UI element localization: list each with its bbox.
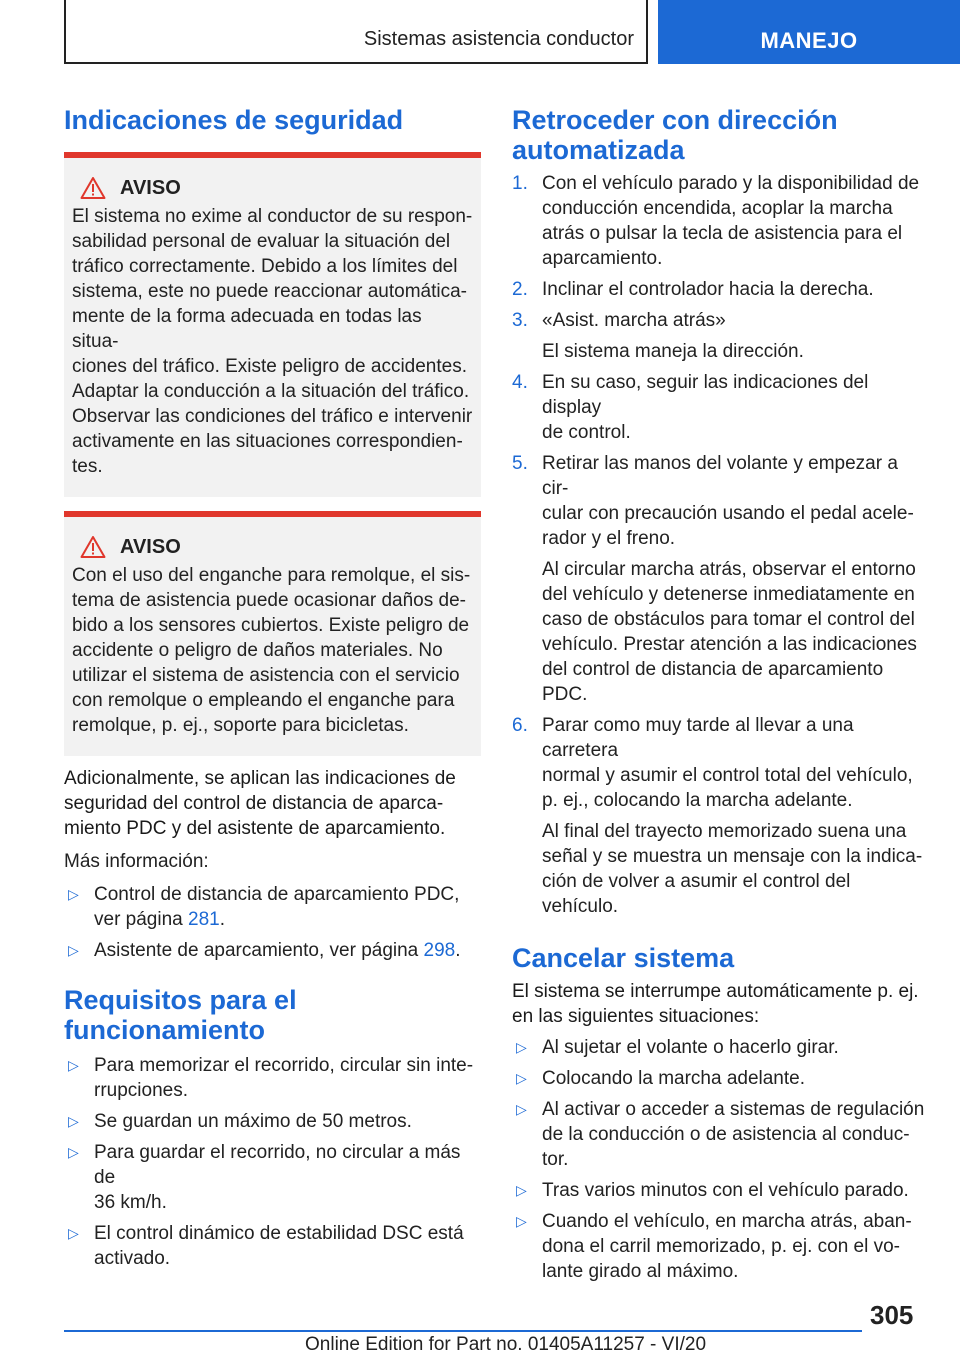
text-line: Inclinar el controlador hacia la derecha. bbox=[542, 279, 874, 300]
text-line: El sistema no exime al conductor de su respon- bbox=[72, 206, 473, 227]
text-line: En su caso, seguir las indicaciones del display bbox=[542, 372, 869, 418]
text-line: accidente o peligro de daños materiales. No bbox=[72, 640, 443, 661]
text-line: Observar las condiciones del tráfico e intervenir bbox=[72, 406, 473, 427]
text-line: seguridad del control de distancia de aparca- bbox=[64, 793, 444, 814]
warning-text bbox=[72, 563, 473, 738]
text-line: Adicionalmente, se aplican las indicaciones de bbox=[64, 768, 456, 789]
text-line: del vehículo y detenerse inmediatamente en bbox=[542, 584, 915, 605]
warnings-container bbox=[64, 152, 481, 756]
triangle-bullet-icon: ▷ bbox=[516, 1070, 527, 1086]
text-line: tes. bbox=[72, 456, 103, 477]
step-number: 4. bbox=[512, 372, 528, 393]
step-note bbox=[512, 819, 928, 919]
heading-line: funcionamiento bbox=[64, 1015, 265, 1045]
text-line: Con el vehículo parado y la disponibilidad de bbox=[542, 173, 920, 194]
step-text bbox=[542, 451, 928, 551]
text-line: de control. bbox=[542, 422, 631, 443]
text-line: con remolque o empleando el enganche para bbox=[72, 690, 455, 711]
warning-title: AVISO bbox=[120, 535, 181, 558]
heading-line: Requisitos para el bbox=[64, 985, 297, 1015]
chapter-tab bbox=[658, 0, 960, 64]
text-line: aparcamiento. bbox=[542, 248, 663, 269]
cancel-list bbox=[512, 1035, 928, 1284]
list-item bbox=[64, 1053, 481, 1103]
text-line: sabilidad personal de evaluar la situación del bbox=[72, 231, 451, 252]
text-line: rador y el freno. bbox=[542, 528, 676, 549]
triangle-bullet-icon: ▷ bbox=[516, 1101, 527, 1117]
text-line: p. ej., colocando la marcha adelante. bbox=[542, 790, 853, 811]
step-text bbox=[542, 308, 726, 333]
triangle-bullet-icon: ▷ bbox=[516, 1182, 527, 1198]
list-item-text bbox=[542, 1097, 924, 1172]
text-line: PDC. bbox=[542, 684, 588, 705]
ref-text: Asistente de aparcamiento, ver página bbox=[94, 940, 424, 961]
text-line: utilizar el sistema de asistencia con el servicio bbox=[72, 665, 460, 686]
step-text bbox=[542, 713, 928, 813]
text-line: conducción encendida, acoplar la marcha bbox=[542, 198, 893, 219]
text-line: Al final del trayecto memorizado suena una bbox=[542, 821, 907, 842]
text-line: Colocando la marcha adelante. bbox=[542, 1068, 806, 1089]
list-item bbox=[64, 1140, 481, 1215]
text-line: tema de asistencia puede ocasionar daños de- bbox=[72, 590, 466, 611]
list-item bbox=[64, 1109, 481, 1134]
text-line: tráfico correctamente. Debido a los límites del bbox=[72, 256, 458, 277]
requirements-heading bbox=[64, 985, 481, 1045]
list-item bbox=[64, 882, 481, 932]
heading-line: Retroceder con dirección bbox=[512, 105, 838, 135]
list-item bbox=[512, 1035, 928, 1060]
text-line: Para guardar el recorrido, no circular a más de bbox=[94, 1142, 461, 1188]
more-info-label: Más información: bbox=[64, 851, 209, 872]
safety-heading: Indicaciones de seguridad bbox=[64, 105, 404, 135]
warning-title: AVISO bbox=[120, 176, 181, 199]
text-line: atrás o pulsar la tecla de asistencia para el bbox=[542, 223, 903, 244]
step-text bbox=[542, 370, 928, 445]
text-line: activado. bbox=[94, 1248, 171, 1269]
step-item bbox=[512, 370, 928, 445]
step-note bbox=[512, 339, 928, 364]
heading-line: automatizada bbox=[512, 135, 685, 165]
triangle-bullet-icon: ▷ bbox=[68, 942, 79, 958]
text-line: cular con precaución usando el pedal acele- bbox=[542, 503, 914, 524]
triangle-bullet-icon: ▷ bbox=[68, 1144, 79, 1160]
header-frame bbox=[64, 0, 648, 64]
list-item bbox=[64, 1221, 481, 1271]
list-item bbox=[64, 938, 481, 963]
step-item bbox=[512, 308, 928, 333]
warning-header bbox=[80, 176, 473, 200]
text-line: rrupciones. bbox=[94, 1080, 188, 1101]
warning-triangle-icon bbox=[80, 176, 106, 200]
text-line: de la conducción o de asistencia al conduc- bbox=[542, 1124, 910, 1145]
requirements-list bbox=[64, 1053, 481, 1271]
warning-box bbox=[64, 511, 481, 756]
triangle-bullet-icon: ▷ bbox=[516, 1039, 527, 1055]
reverse-heading bbox=[512, 105, 928, 165]
page-link-281[interactable]: 281 bbox=[188, 909, 220, 930]
page-number: 305 bbox=[870, 1300, 914, 1330]
text-line: activamente en las situaciones correspondien- bbox=[72, 431, 463, 452]
list-item-text bbox=[542, 1178, 909, 1203]
section-title: Sistemas asistencia conductor bbox=[363, 28, 634, 50]
text-line: Al circular marcha atrás, observar el entorno bbox=[542, 559, 916, 580]
text-line: Al sujetar el volante o hacerlo girar. bbox=[542, 1037, 839, 1058]
right-column bbox=[512, 100, 928, 1284]
step-number: 2. bbox=[512, 279, 528, 300]
text-line: miento PDC y del asistente de aparcamiento. bbox=[64, 818, 446, 839]
cancel-heading: Cancelar sistema bbox=[512, 943, 735, 973]
ref-punct: . bbox=[219, 909, 225, 930]
text-line: Tras varios minutos con el vehículo parado. bbox=[542, 1180, 909, 1201]
list-item-text bbox=[542, 1066, 805, 1091]
list-item bbox=[512, 1178, 928, 1203]
step-item bbox=[512, 451, 928, 551]
triangle-bullet-icon: ▷ bbox=[68, 1113, 79, 1129]
edition-text: Online Edition for Part no. 01405A11257 - VI/20 bbox=[305, 1334, 707, 1355]
text-line: normal y asumir el control total del vehículo, bbox=[542, 765, 913, 786]
ref-text: ver página bbox=[94, 909, 189, 930]
text-line: caso de obstáculos para tomar el control del bbox=[542, 609, 915, 630]
warning-box bbox=[64, 152, 481, 497]
left-column bbox=[64, 100, 481, 1271]
list-item bbox=[512, 1066, 928, 1091]
list-item bbox=[512, 1097, 928, 1172]
step-number: 5. bbox=[512, 453, 528, 474]
text-line: dona el carril memorizado, p. ej. con el vo- bbox=[542, 1236, 900, 1257]
step-text bbox=[542, 277, 874, 302]
list-item bbox=[512, 1209, 928, 1284]
triangle-bullet-icon: ▷ bbox=[516, 1213, 527, 1229]
reference-list bbox=[64, 882, 481, 963]
ref-text: Control de distancia de aparcamiento PDC, bbox=[94, 884, 460, 905]
text-line: lante girado al máximo. bbox=[542, 1261, 739, 1282]
text-line: tor. bbox=[542, 1149, 569, 1170]
text-line: «Asist. marcha atrás» bbox=[542, 310, 726, 331]
text-line: mente de la forma adecuada en todas las situa- bbox=[72, 306, 422, 352]
step-number: 6. bbox=[512, 715, 528, 736]
chapter-label: MANEJO bbox=[760, 28, 858, 53]
text-line: Retirar las manos del volante y empezar a cir- bbox=[542, 453, 898, 499]
text-line: ciones del tráfico. Existe peligro de accidentes. bbox=[72, 356, 467, 377]
text-line: 36 km/h. bbox=[94, 1192, 167, 1213]
step-note bbox=[512, 557, 928, 707]
list-item-text bbox=[542, 1209, 912, 1284]
triangle-bullet-icon: ▷ bbox=[68, 1225, 79, 1241]
page-link-298[interactable]: 298 bbox=[423, 940, 456, 961]
additional-text bbox=[64, 766, 481, 841]
cancel-intro bbox=[512, 979, 928, 1029]
text-line: Cuando el vehículo, en marcha atrás, aban- bbox=[542, 1211, 912, 1232]
ref-punct: . bbox=[455, 940, 461, 961]
text-line: del control de distancia de aparcamiento bbox=[542, 659, 884, 680]
text-line: vehículo. Prestar atención a las indicaciones bbox=[542, 634, 917, 655]
step-item bbox=[512, 277, 928, 302]
text-line: Se guardan un máximo de 50 metros. bbox=[94, 1111, 412, 1132]
step-item bbox=[512, 171, 928, 271]
step-number: 3. bbox=[512, 310, 528, 331]
text-line: El sistema se interrumpe automáticamente p. ej. bbox=[512, 981, 919, 1002]
warning-triangle-icon bbox=[80, 535, 106, 559]
text-line: sistema, este no puede reaccionar automática- bbox=[72, 281, 467, 302]
text-line: Con el uso del enganche para remolque, el sis- bbox=[72, 565, 471, 586]
list-item-text bbox=[94, 1109, 412, 1134]
warning-header bbox=[80, 535, 473, 559]
step-number: 1. bbox=[512, 173, 528, 194]
text-line: Al activar o acceder a sistemas de regulación bbox=[542, 1099, 925, 1120]
text-line: Parar como muy tarde al llevar a una carretera bbox=[542, 715, 854, 761]
triangle-bullet-icon: ▷ bbox=[68, 886, 79, 902]
list-item-text bbox=[542, 1035, 839, 1060]
text-line: señal y se muestra un mensaje con la indica- bbox=[542, 846, 923, 867]
list-item-text bbox=[94, 1221, 464, 1271]
list-item-text bbox=[94, 1140, 481, 1215]
step-item bbox=[512, 713, 928, 813]
list-item-text bbox=[94, 1053, 473, 1103]
step-text bbox=[542, 171, 919, 271]
text-line: Adaptar la conducción a la situación del tráfico. bbox=[72, 381, 470, 402]
footer-divider bbox=[64, 1330, 862, 1332]
warning-text bbox=[72, 204, 473, 479]
text-line: en las siguientes situaciones: bbox=[512, 1006, 760, 1027]
text-line: El control dinámico de estabilidad DSC está bbox=[94, 1223, 464, 1244]
triangle-bullet-icon: ▷ bbox=[68, 1057, 79, 1073]
steps-list bbox=[512, 171, 928, 919]
text-line: ción de volver a asumir el control del vehículo. bbox=[542, 871, 851, 917]
text-line: El sistema maneja la dirección. bbox=[542, 341, 804, 362]
text-line: bido a los sensores cubiertos. Existe peligro de bbox=[72, 615, 470, 636]
text-line: Para memorizar el recorrido, circular sin inte- bbox=[94, 1055, 474, 1076]
page-header bbox=[0, 0, 960, 66]
text-line: remolque, p. ej., soporte para bicicletas. bbox=[72, 715, 409, 736]
